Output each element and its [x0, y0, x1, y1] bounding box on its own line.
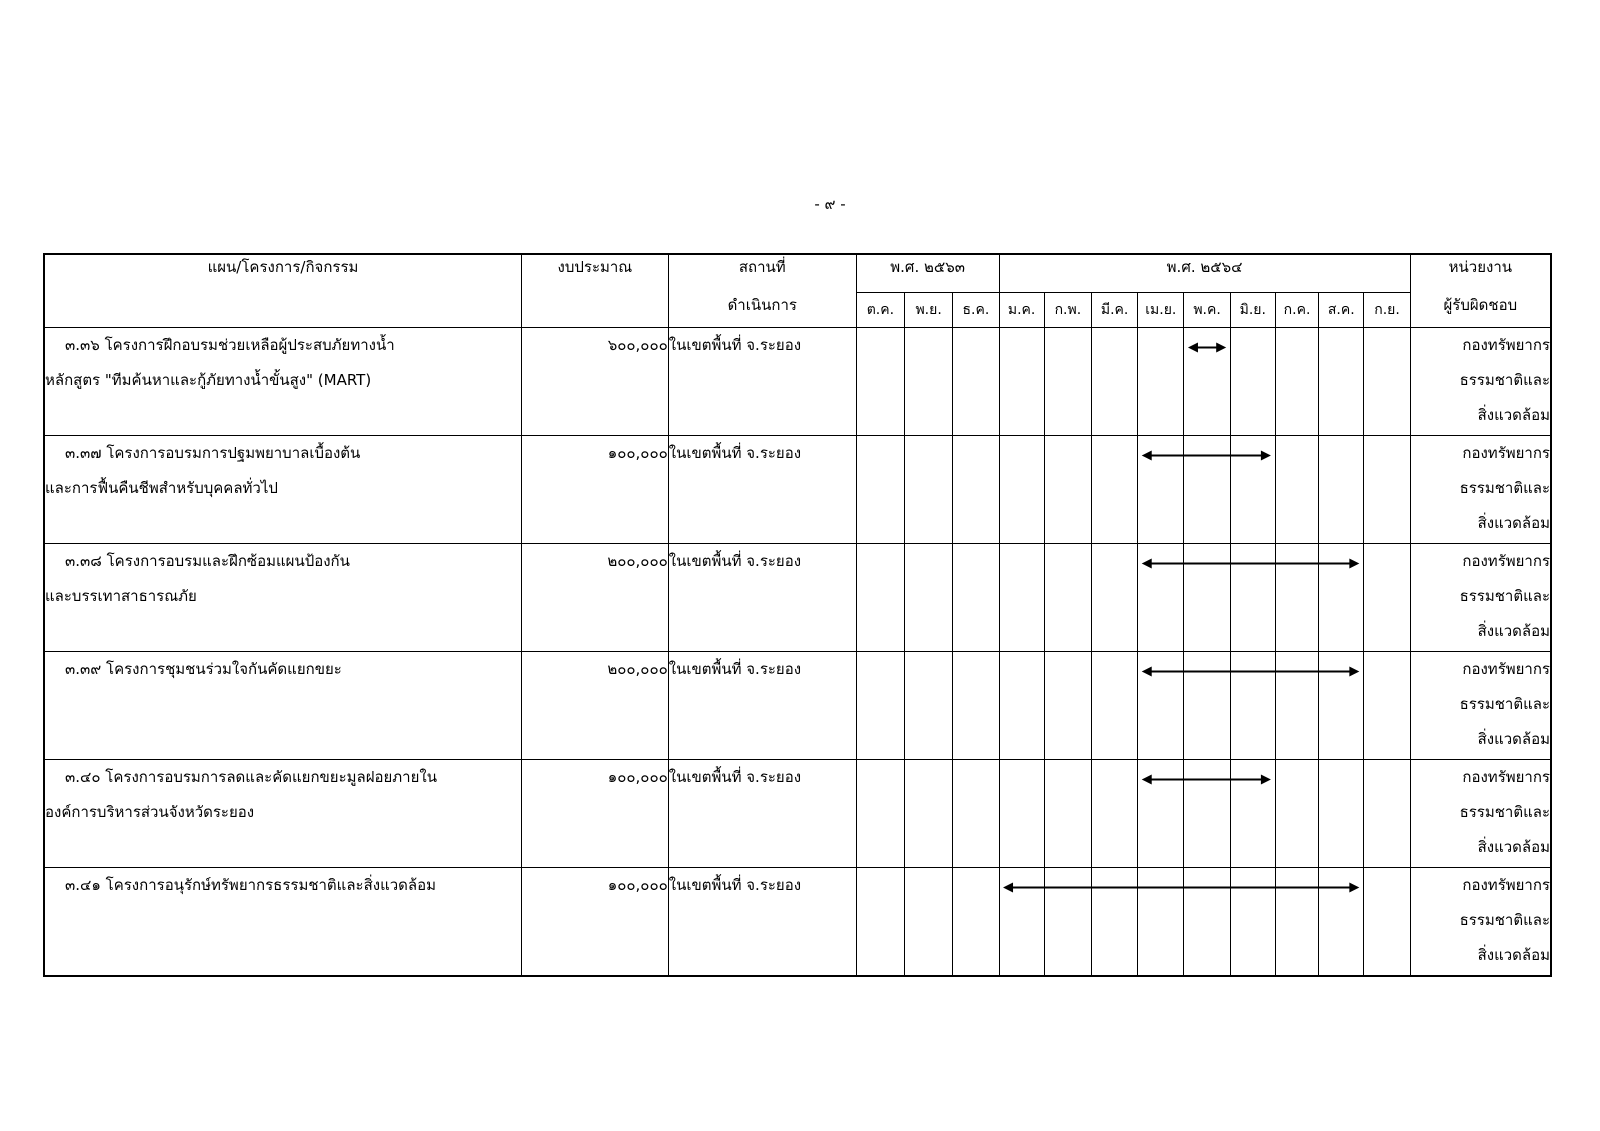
place-value: ในเขตพื้นที่ จ.ระยอง	[668, 652, 856, 760]
place-value: ในเขตพื้นที่ จ.ระยอง	[668, 544, 856, 652]
month-cell	[953, 328, 999, 436]
project-name-line1: ๓.๓๘ โครงการอบรมและฝึกซ้อมแผนป้องกัน	[65, 552, 350, 570]
owner-value	[1410, 868, 1551, 977]
owner-line: ธรรมชาติและ	[1459, 911, 1550, 929]
month-cell	[1364, 436, 1410, 544]
month-cell	[999, 328, 1044, 436]
header-month: มี.ค.	[1091, 293, 1137, 328]
month-cell	[1319, 652, 1364, 760]
month-cell	[1138, 868, 1184, 977]
header-month: ธ.ค.	[953, 293, 999, 328]
budget-value: ๖๐๐,๐๐๐	[522, 328, 669, 436]
month-cell	[856, 760, 904, 868]
project-name-line1: ๓.๔๐ โครงการอบรมการลดและคัดแยกขยะมูลฝอยภายใน	[65, 768, 437, 786]
month-cell	[1091, 760, 1137, 868]
budget-value: ๑๐๐,๐๐๐	[522, 760, 669, 868]
owner-line: สิ่งแวดล้อม	[1477, 838, 1550, 856]
budget-value: ๒๐๐,๐๐๐	[522, 652, 669, 760]
month-cell	[1184, 436, 1230, 544]
month-cell	[1275, 328, 1318, 436]
owner-line: กองทรัพยากร	[1462, 876, 1550, 894]
month-cell	[856, 652, 904, 760]
table-row	[44, 652, 1551, 760]
month-cell	[1044, 544, 1091, 652]
month-cell	[1091, 868, 1137, 977]
project-name	[44, 652, 522, 760]
project-name-line1: ๓.๓๗ โครงการอบรมการปฐมพยาบาลเบื้องต้น	[65, 444, 361, 462]
month-cell	[1138, 436, 1184, 544]
header-month: มิ.ย.	[1230, 293, 1275, 328]
project-name	[44, 760, 522, 868]
month-cell	[999, 760, 1044, 868]
project-name-line2: และการฟื้นคืนชีพสำหรับบุคคลทั่วไป	[45, 479, 278, 497]
project-name-line1: ๓.๔๑ โครงการอนุรักษ์ทรัพยากรธรรมชาติและสิ่งแวดล้อม	[65, 876, 436, 894]
month-cell	[856, 436, 904, 544]
month-cell	[1184, 652, 1230, 760]
owner-value	[1410, 436, 1551, 544]
project-name-line2: และบรรเทาสาธารณภัย	[45, 587, 197, 605]
month-cell	[905, 760, 953, 868]
table-row	[44, 868, 1551, 977]
header-place-line1: สถานที่	[738, 258, 786, 276]
project-name	[44, 544, 522, 652]
month-cell	[999, 868, 1044, 977]
table-row	[44, 544, 1551, 652]
month-cell	[953, 760, 999, 868]
month-cell	[1230, 328, 1275, 436]
owner-line: กองทรัพยากร	[1462, 660, 1550, 678]
month-cell	[999, 436, 1044, 544]
month-cell	[1230, 436, 1275, 544]
header-month: เม.ย.	[1138, 293, 1184, 328]
table-row	[44, 328, 1551, 436]
project-name	[44, 436, 522, 544]
header-month: ก.ค.	[1275, 293, 1318, 328]
month-cell	[1091, 328, 1137, 436]
month-cell	[1364, 652, 1410, 760]
project-name-line2: หลักสูตร "ทีมค้นหาและกู้ภัยทางน้ำขั้นสูง" (MART)	[45, 371, 372, 389]
header-owner-line2: ผู้รับผิดชอบ	[1443, 296, 1518, 314]
month-cell	[856, 328, 904, 436]
owner-line: ธรรมชาติและ	[1459, 587, 1550, 605]
month-cell	[905, 544, 953, 652]
header-owner	[1410, 254, 1551, 328]
place-value: ในเขตพื้นที่ จ.ระยอง	[668, 760, 856, 868]
table-row	[44, 760, 1551, 868]
month-cell	[999, 652, 1044, 760]
month-cell	[1230, 868, 1275, 977]
budget-value: ๑๐๐,๐๐๐	[522, 868, 669, 977]
month-cell	[1184, 868, 1230, 977]
owner-line: สิ่งแวดล้อม	[1477, 622, 1550, 640]
budget-value: ๒๐๐,๐๐๐	[522, 544, 669, 652]
month-cell	[1138, 328, 1184, 436]
month-cell	[1319, 328, 1364, 436]
owner-value	[1410, 652, 1551, 760]
place-value: ในเขตพื้นที่ จ.ระยอง	[668, 436, 856, 544]
month-cell	[1319, 544, 1364, 652]
header-place-line2: ดำเนินการ	[727, 296, 797, 314]
project-name-line1: ๓.๓๖ โครงการฝึกอบรมช่วยเหลือผู้ประสบภัยทางน้ำ	[65, 336, 395, 354]
month-cell	[1044, 436, 1091, 544]
header-place	[668, 254, 856, 328]
month-cell	[1044, 760, 1091, 868]
month-cell	[1044, 328, 1091, 436]
header-month: ก.ย.	[1364, 293, 1410, 328]
month-cell	[1138, 760, 1184, 868]
owner-line: กองทรัพยากร	[1462, 768, 1550, 786]
month-cell	[953, 436, 999, 544]
owner-line: กองทรัพยากร	[1462, 552, 1550, 570]
month-cell	[953, 868, 999, 977]
header-year-2564: พ.ศ. ๒๕๖๔	[999, 254, 1410, 293]
header-year-2563: พ.ศ. ๒๕๖๓	[856, 254, 999, 293]
owner-line: สิ่งแวดล้อม	[1477, 946, 1550, 964]
owner-line: ธรรมชาติและ	[1459, 803, 1550, 821]
month-cell	[1275, 760, 1318, 868]
project-name-line2: องค์การบริหารส่วนจังหวัดระยอง	[45, 803, 255, 821]
plan-table	[43, 253, 1552, 977]
owner-value	[1410, 760, 1551, 868]
budget-value: ๑๐๐,๐๐๐	[522, 436, 669, 544]
owner-line: สิ่งแวดล้อม	[1477, 730, 1550, 748]
month-cell	[1364, 328, 1410, 436]
month-cell	[1364, 544, 1410, 652]
project-name	[44, 868, 522, 977]
header-owner-line1: หน่วยงาน	[1448, 258, 1512, 276]
month-cell	[953, 652, 999, 760]
month-cell	[856, 544, 904, 652]
month-cell	[999, 544, 1044, 652]
month-cell	[1091, 436, 1137, 544]
owner-line: ธรรมชาติและ	[1459, 479, 1550, 497]
month-cell	[1319, 760, 1364, 868]
month-cell	[1044, 652, 1091, 760]
month-cell	[1138, 652, 1184, 760]
month-cell	[1230, 544, 1275, 652]
month-cell	[1275, 868, 1318, 977]
month-cell	[1091, 544, 1137, 652]
page-number: - ๙ -	[814, 195, 846, 213]
month-cell	[1275, 436, 1318, 544]
project-name-line1: ๓.๓๙ โครงการชุมชนร่วมใจกันคัดแยกขยะ	[65, 660, 342, 678]
month-cell	[1319, 436, 1364, 544]
header-plan: แผน/โครงการ/กิจกรรม	[44, 254, 522, 328]
owner-value	[1410, 328, 1551, 436]
owner-line: กองทรัพยากร	[1462, 336, 1550, 354]
month-cell	[905, 328, 953, 436]
month-cell	[1319, 868, 1364, 977]
month-cell	[1230, 760, 1275, 868]
month-cell	[905, 868, 953, 977]
place-value: ในเขตพื้นที่ จ.ระยอง	[668, 868, 856, 977]
header-month: พ.ค.	[1184, 293, 1230, 328]
month-cell	[1275, 652, 1318, 760]
header-month: ก.พ.	[1044, 293, 1091, 328]
header-month: ต.ค.	[856, 293, 904, 328]
month-cell	[953, 544, 999, 652]
month-cell	[1364, 868, 1410, 977]
month-cell	[1275, 544, 1318, 652]
month-cell	[856, 868, 904, 977]
month-cell	[905, 436, 953, 544]
month-cell	[1184, 760, 1230, 868]
month-cell	[1184, 328, 1230, 436]
owner-line: ธรรมชาติและ	[1459, 371, 1550, 389]
place-value: ในเขตพื้นที่ จ.ระยอง	[668, 328, 856, 436]
month-cell	[905, 652, 953, 760]
month-cell	[1184, 544, 1230, 652]
month-cell	[1138, 544, 1184, 652]
header-month: ส.ค.	[1319, 293, 1364, 328]
header-budget: งบประมาณ	[522, 254, 669, 328]
month-cell	[1091, 652, 1137, 760]
header-month: ม.ค.	[999, 293, 1044, 328]
header-month: พ.ย.	[905, 293, 953, 328]
month-cell	[1230, 652, 1275, 760]
month-cell	[1044, 868, 1091, 977]
owner-value	[1410, 544, 1551, 652]
table-row	[44, 436, 1551, 544]
owner-line: สิ่งแวดล้อม	[1477, 514, 1550, 532]
owner-line: สิ่งแวดล้อม	[1477, 406, 1550, 424]
month-cell	[1364, 760, 1410, 868]
owner-line: ธรรมชาติและ	[1459, 695, 1550, 713]
project-name	[44, 328, 522, 436]
owner-line: กองทรัพยากร	[1462, 444, 1550, 462]
